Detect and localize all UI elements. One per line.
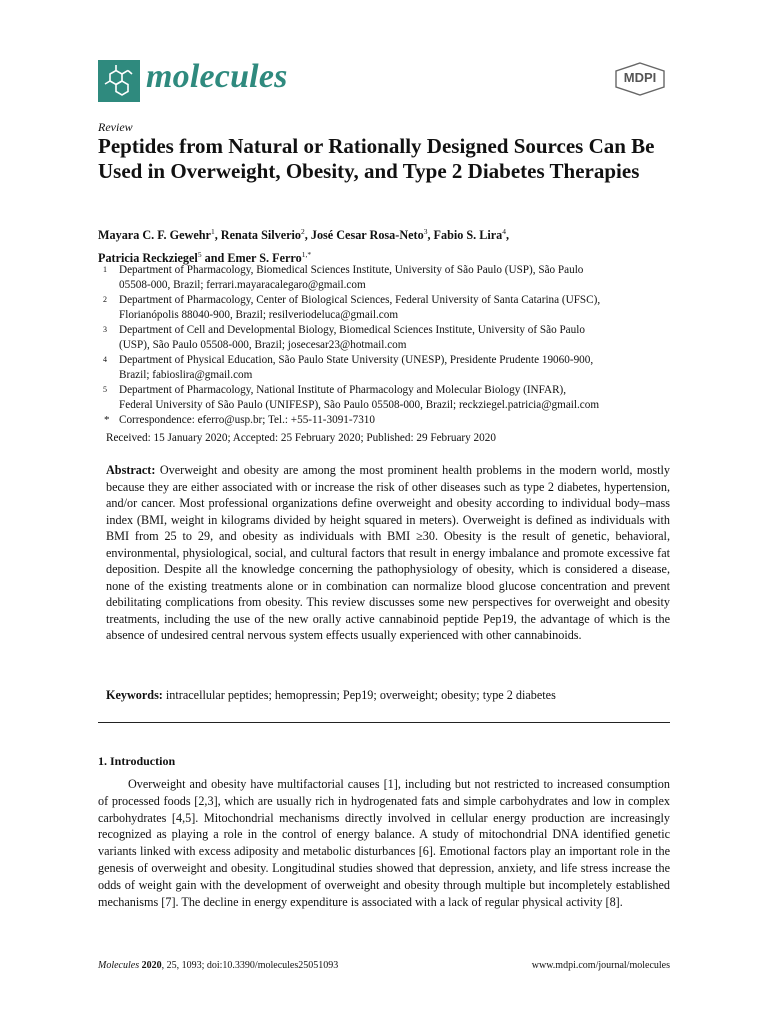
affiliation-line: 05508-000, Brazil; ferrari.mayaracalegaro@gmail.com (119, 279, 366, 291)
keywords-label: Keywords: (106, 688, 163, 702)
author-separator: , (506, 228, 510, 243)
affiliation-number: 2 (103, 295, 107, 304)
footer-citation (98, 960, 338, 971)
author-affiliation-mark: 4 (502, 227, 507, 236)
molecule-icon (98, 60, 140, 102)
author-name: José Cesar Rosa-Neto (310, 228, 424, 243)
author-name: Fabio S. Lira (433, 228, 503, 243)
affiliation-line: Department of Pharmacology, Center of Biological Sciences, Federal University of Santa Catarina (UFSC), (119, 294, 601, 306)
author-separator: and (201, 251, 228, 266)
affiliation-number: 3 (103, 325, 107, 334)
affiliation-line: Department of Pharmacology, National Institute of Pharmacology and Molecular Biology (INFAR), (119, 384, 567, 396)
author-separator: , (427, 228, 434, 243)
author-affiliation-mark: 2 (301, 227, 305, 236)
keywords-text: intracellular peptides; hemopressin; Pep19; overweight; obesity; type 2 diabetes (165, 688, 556, 702)
correspondence-line: Correspondence: eferro@usp.br; Tel.: +55-11-3091-7310 (119, 414, 375, 426)
affiliation-item (98, 263, 678, 293)
affiliation-number: 1 (103, 265, 107, 274)
journal-logo-icon (98, 60, 140, 102)
affiliation-number: 4 (103, 355, 107, 364)
author-affiliation-mark: 5 (197, 250, 202, 260)
affiliation-number: * (104, 414, 110, 426)
abstract (106, 462, 670, 644)
author-name: Renata Silverio (220, 228, 302, 243)
footer-doi: , 25, 1093; doi:10.3390/molecules25051093 (161, 960, 339, 971)
footer-journal: Molecules (98, 960, 140, 971)
publication-dates: Received: 15 January 2020; Accepted: 25 February 2020; Published: 29 February 2020 (106, 432, 496, 444)
abstract-label: Abstract: (106, 463, 156, 477)
publisher-name: MDPI (623, 70, 657, 85)
footer-year: 2020 (141, 960, 162, 971)
author-list (98, 222, 678, 268)
affiliation-item (98, 413, 678, 428)
author-affiliation-mark: 3 (423, 227, 428, 236)
author-name: Patricia Reckziegel (98, 251, 198, 266)
affiliation-line: Federal University of São Paulo (UNIFESP), São Paulo 05508-000, Brazil; reckziegel.patricia@gmail.com (119, 399, 600, 411)
affiliation-number: 5 (103, 385, 107, 394)
affiliation-item (98, 353, 678, 383)
section-divider (98, 722, 670, 723)
affiliation-list (98, 263, 678, 428)
affiliation-item (98, 383, 678, 413)
author-separator: , (304, 228, 311, 243)
affiliation-line: Department of Pharmacology, Biomedical Sciences Institute, University of São Paulo (USP), São Paulo (119, 264, 584, 276)
author-name: Mayara C. F. Gewehr (98, 228, 211, 243)
journal-name: molecules (146, 58, 288, 95)
keywords (106, 688, 670, 703)
author-affiliation-mark: 1 (210, 227, 215, 236)
author-name: Emer S. Ferro (227, 251, 302, 266)
affiliation-line: Department of Cell and Developmental Biology, Biomedical Sciences Institute, University of São Paulo (119, 324, 585, 336)
affiliation-line: (USP), São Paulo 05508-000, Brazil; josecesar23@hotmail.com (119, 339, 407, 351)
section-heading: 1. Introduction (98, 754, 176, 768)
affiliation-line: Brazil; fabioslira@gmail.com (119, 369, 253, 381)
paper-title: Peptides from Natural or Rationally Designed Sources Can Be Used in Overweight, Obesity, and Type 2 Diabetes Therapies (98, 134, 655, 183)
article-type: Review (98, 120, 133, 134)
affiliation-item (98, 293, 678, 323)
author-separator: , (214, 228, 221, 243)
author-affiliation-mark: 1,* (301, 250, 312, 260)
affiliation-item (98, 323, 678, 353)
section-body: Overweight and obesity have multifactorial causes [1], including but not restricted to increased consumption of processed foods [2,3], which are usually rich in hydrogenated fats and simple carbohydrates and low in complex carbohydrates [4,5]. Mitochondrial mechanisms directly involved in cellular energy production are increasingly recognized as playing a role in the control of energy balance. A study of mitochondrial DNA identified genetic variants linked with excess adiposity and metabolic disturbances [6]. Emotional factors play an important role in the genesis of overweight and obesity. Longitudinal studies showed that depression, anxiety, and life stress increase the odds of weight gain with the development of overweight and obesity through multiple but incompletely established mechanisms [7]. The decline in energy expenditure is associated with a lack of regular physical activity [8]. (98, 777, 670, 909)
publisher-logo (614, 62, 666, 96)
abstract-text: Overweight and obesity are among the most prominent health problems in the modern world, mostly because they are either associated with or increase the risk of other diseases such as type 2 diabetes, hypertension, and/or cancer. Most professional organizations define overweight and obesity according to individual body–mass index (BMI, weight in kilograms divided by height squared in meters). Overweight is defined as individuals with BMI from 25 to 29, and obesity as individuals with BMI ≥30. Obesity is the result of genetic, behavioral, environmental, physiological, social, and cultural factors that result in energy imbalance and promote excessive fat deposition. Despite all the knowledge concerning the pathophysiology of obesity, which is considered a disease, none of the existing treatments alone or in combination can normalize blood glucose concentration and prevent debilitating complications from obesity. This review discusses some new perspectives for overweight and obesity treatments, including the use of the new orally active cannabinoid peptide Pep19, the advantage of which is the absence of undesired central nervous system effects usually experienced with other cannabinoids. (106, 463, 671, 642)
footer-url[interactable]: www.mdpi.com/journal/molecules (531, 960, 670, 971)
affiliation-line: Department of Physical Education, São Paulo State University (UNESP), Presidente Prudente 19060-900, (119, 354, 594, 366)
affiliation-line: Florianópolis 88040-900, Brazil; resilveriodeluca@gmail.com (119, 309, 399, 321)
